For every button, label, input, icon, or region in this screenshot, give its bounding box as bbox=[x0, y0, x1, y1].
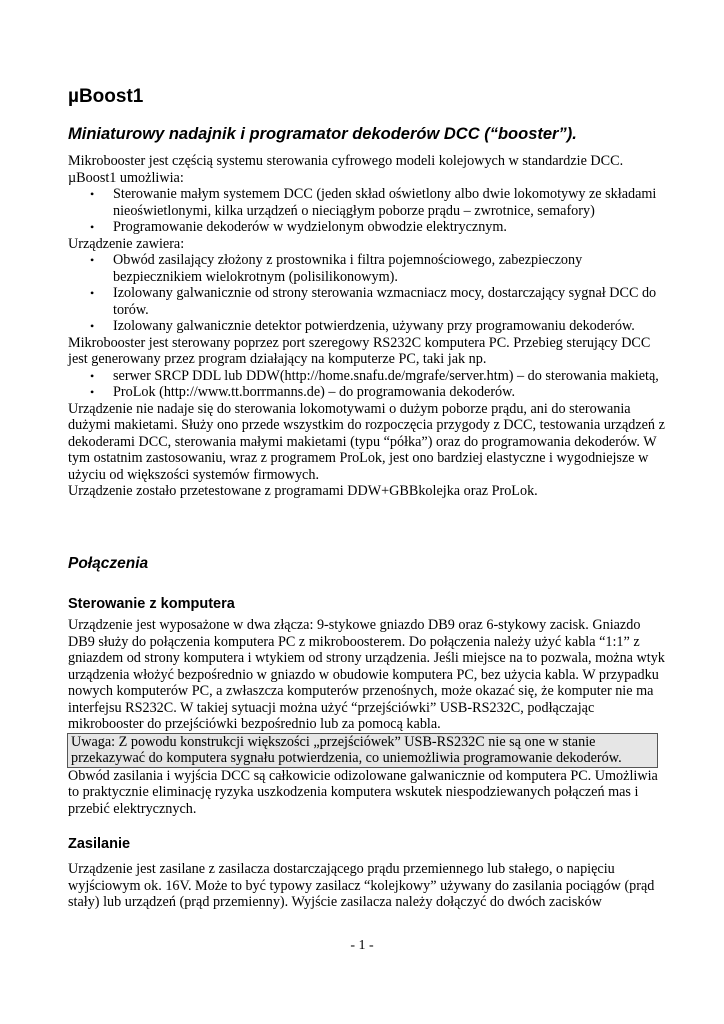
document-subtitle: Miniaturowy nadajnik i programator dekoderów DCC (“booster”). bbox=[68, 125, 577, 143]
section-heading-connections: Połączenia bbox=[68, 555, 149, 572]
list-item: • ProLok (http://www.tt.borrmanns.de) – do programowania dekoderów. bbox=[68, 384, 668, 401]
list-item: • serwer SRCP DDL lub DDW(http://home.snafu.de/mgrafe/server.htm) – do sterowania makietą, bbox=[68, 368, 668, 385]
list-item: • Obwód zasilający złożony z prostownika i filtra pojemnościowego, zabezpieczony bezpiecznikiem wielokrotnym (polisilikonowym). bbox=[68, 252, 668, 285]
intro-paragraph-6: Urządzenie zostało przetestowane z programami DDW+GBBkolejka oraz ProLok. bbox=[68, 483, 538, 499]
power-supply-paragraph: Urządzenie jest zasilane z zasilacza dostarczającego prądu przemiennego lub stałego, o napięciu wyjściowym ok. 16V. Może to być typowy zasilacz “kolejkowy” używany do zasilania pociągów (prąd stały) lub urządzeń (prąd przemienny). Wyjście zasilacza należy dołączyć do dwóch zacisków bbox=[68, 861, 655, 910]
computer-control-section bbox=[68, 617, 668, 817]
software-list bbox=[68, 368, 668, 401]
components-list bbox=[68, 252, 668, 335]
subsection-heading-computer-control: Sterowanie z komputera bbox=[68, 596, 235, 612]
list-item: • Programowanie dekoderów w wydzielonym obwodzie elektrycznym. bbox=[68, 219, 668, 236]
list-item: • Sterowanie małym systemem DCC (jeden skład oświetlony albo dwie lokomotywy ze składami nieoświetlonymi, kilka urządzeń o nieciągłym poborze prądu – zwrotnice, semafory) bbox=[68, 186, 668, 219]
warning-note-box: Uwaga: Z powodu konstrukcji większości „przejściówek” USB-RS232C nie są one w stanie przekazywać do komputera sygnału potwierdzenia, co uniemożliwia programowanie dekoderów. bbox=[67, 733, 658, 768]
intro-paragraph-4: Mikrobooster jest sterowany poprzez port szeregowy RS232C komputera PC. Przebieg sterujący DCC jest generowany przez program działający na komputerze PC, taki jak np. bbox=[68, 334, 651, 367]
list-item: • Izolowany galwanicznie od strony sterowania wzmacniacz mocy, dostarczający sygnał DCC do torów. bbox=[68, 285, 668, 318]
intro-paragraph-5: Urządzenie nie nadaje się do sterowania lokomotywami o dużym poborze prądu, ani do sterowania dużymi makietami. Służy ono przede wszystkim do rozpoczęcia przygody z DCC, testowania urządzeń z dekoderami DCC, sterowania małymi makietami (typu “półka”) oraz do programowania dekoderów. W tym ostatnim zastosowaniu, wraz z programem ProLok, jest ono bardziej elastyczne i wygodniejsze w użyciu od większości systemów firmowych. bbox=[68, 400, 665, 483]
computer-control-paragraph: Urządzenie jest wyposażone w dwa złącza: 9-stykowe gniazdo DB9 oraz 6-stykowy zacisk. Gniazdo DB9 służy do połączenia komputera PC z mikroboosterem. Do połączenia należy użyć kabla “1:1” z gniazdem od strony komputera i wtykiem od strony urządzenia. Jeśli miejsce na to pozwala, można wtyk urządzenia włożyć bezpośrednio w gniazdo w obudowie komputera PC, bez użycia kabla. W przypadku nowych komputerów PC, a zwłaszcza komputerów przenośnych, może okazać się, że komputer nie ma interfejsu RS232C. W takiej sytuacji można użyć “przejściówki” USB-RS232C, podłączając mikrobooster do przejściówki bezpośrednio lub za pomocą kabla. bbox=[68, 617, 665, 732]
intro-section bbox=[68, 153, 668, 500]
intro-paragraph-3: Urządzenie zawiera: bbox=[68, 235, 185, 252]
power-supply-section bbox=[68, 861, 668, 911]
capabilities-list bbox=[68, 186, 668, 236]
page-number: - 1 - bbox=[350, 938, 374, 953]
list-item: • Izolowany galwanicznie detektor potwierdzenia, używany przy programowaniu dekoderów. bbox=[68, 318, 668, 335]
subsection-heading-power-supply: Zasilanie bbox=[68, 836, 131, 852]
isolation-paragraph: Obwód zasilania i wyjścia DCC są całkowicie odizolowane galwanicznie od komputera PC. Umożliwia to praktycznie eliminację ryzyka uszkodzenia komputera wskutek niespodziewanych połączeń mas i przebić elektrycznych. bbox=[68, 767, 658, 817]
intro-paragraph-2: µBoost1 umożliwia: bbox=[68, 169, 184, 186]
intro-paragraph-1: Mikrobooster jest częścią systemu sterowania cyfrowego modeli kolejowych w standardzie DCC. bbox=[68, 153, 624, 169]
document-title: µBoost1 bbox=[68, 86, 144, 107]
